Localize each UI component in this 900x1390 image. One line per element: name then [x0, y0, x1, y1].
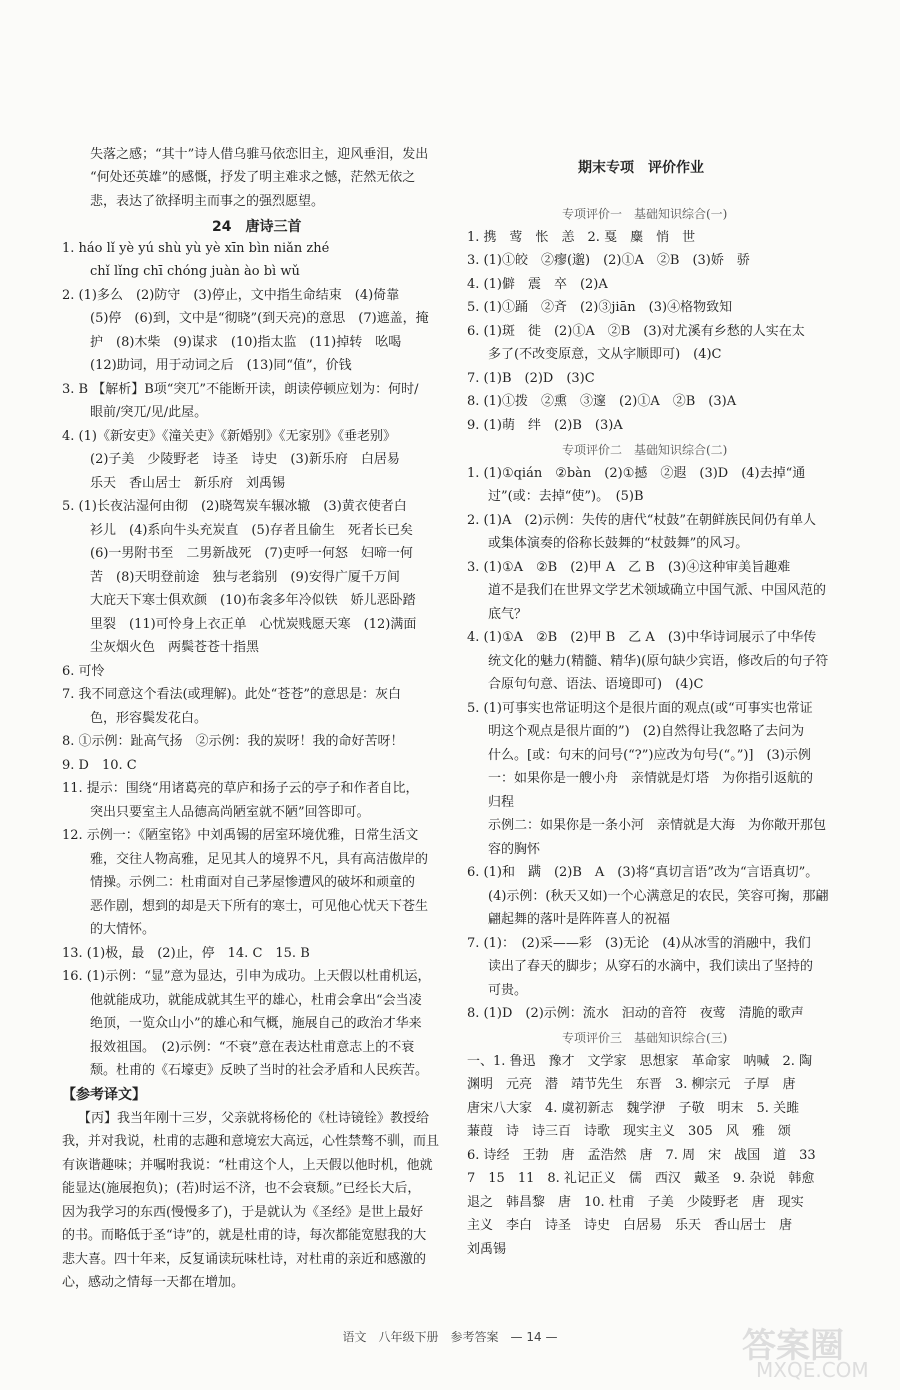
left-text-line: 的书。而略低于圣“诗”的，就是杜甫的诗，每次都能宽慰我的大	[62, 1228, 427, 1243]
right-text-line: 5. (1)①踊 ②斉 (2)③jiān (3)④格物致知	[467, 300, 733, 315]
right-text-line: 可贵。	[488, 983, 528, 998]
left-text-line: 护 (8)木柴 (9)谋求 (10)指太监 (11)掉转 吆喝	[90, 335, 402, 350]
left-text-line: 【参考译文】	[62, 1087, 146, 1103]
right-text-line: 蒹葭 诗 诗三百 诗歌 现实主义 305 风 雅 颂	[467, 1124, 791, 1139]
left-text-line: 绝顶，一览众山小”的雄心和气概，施展自己的政治才华来	[90, 1016, 422, 1031]
left-text-line: 色，形容鬓发花白。	[90, 711, 208, 726]
left-text-line: 苦 (8)天明登前途 独与老翁别 (9)安得广厦千万间	[90, 570, 400, 585]
right-text-line: 读出了春天的脚步；从穿石的水滴中，我们读出了坚持的	[488, 959, 814, 974]
right-text-line: 6. (1)和 蹒 (2)B A (3)将“真切言语”改为“言语真切”。	[467, 865, 819, 880]
left-text-line: 有诙谐趣味；并嘱咐我说：“杜甫这个人，上天假以他时机，他就	[62, 1158, 433, 1173]
watermark-domain: MXQE.COM	[756, 1358, 869, 1382]
left-text-line: 颓。杜甫的《石壕吏》反映了当时的社会矛盾和人民疾苦。	[90, 1063, 429, 1078]
right-text-line: 明这个观点是很片面的”) (2)自然得让我忽略了去问为	[488, 724, 805, 739]
left-text-line: (2)子美 少陵野老 诗圣 诗史 (3)新乐府 白居易	[90, 452, 400, 467]
right-text-line: 归程	[488, 795, 515, 810]
left-text-line: 12. 示例一：《陋室铭》中刘禹锡的居室环境优雅，日常生活文	[62, 828, 419, 843]
right-text-line: 道不是我们在世界文学艺术领域确立中国气派、中国风范的	[488, 583, 827, 598]
left-text-line: 11. 提示：围绕“用诸葛亮的草庐和扬子云的亭子和作者自比，	[62, 781, 419, 796]
right-text-line: 4. (1)①A ②B (2)甲 B 乙 A (3)中华诗词展示了中华传	[467, 630, 817, 645]
right-text-line: 多了(不改变原意，文从字顺即可) (4)C	[488, 347, 722, 362]
right-text-line: 合原句句意、语法、语境即可) (4)C	[488, 677, 704, 692]
left-text-line: 衫儿 (4)系向牛头充炭直 (5)存者且偷生 死者长已矣	[90, 523, 413, 538]
left-text-line: 6. 可怜	[62, 664, 105, 679]
right-text-line: 统文化的魅力(精髓、精华)(原句缺少宾语，修改后的句子符	[488, 654, 829, 669]
right-text-line: 什么。[或：句末的问号(“?”)应改为句号(“。”)] (3)示例	[488, 748, 811, 763]
left-text-line: 能显达(施展抱负)；(若)时运不济，也不会衰颓。”已经长大后，	[62, 1181, 421, 1196]
left-text-line: 24 唐诗三首	[212, 219, 302, 235]
right-text-line: 渊明 元亮 潜 靖节先生 东晋 3. 柳宗元 子厚 唐	[467, 1077, 796, 1092]
right-text-line: 5. (1)可事实也常证明这个是很片面的观点(或“可事实也常证	[467, 701, 813, 716]
left-text-line: 尘灰烟火色 两鬓苍苍十指黑	[90, 640, 260, 655]
left-text-line: 里裂 (11)可怜身上衣正单 心忧炭贱愿天寒 (12)满面	[90, 617, 417, 632]
right-text-line: 4. (1)僻 震 卒 (2)A	[467, 277, 608, 292]
left-text-line: 7. 我不同意这个看法(或理解)。此处“苍苍”的意思是：灰白	[62, 687, 401, 702]
right-text-line: 8. (1)D (2)示例：流水 汩动的音符 夜莺 清脆的歌声	[467, 1006, 804, 1021]
left-text-line: 13. (1)极，最 (2)止，停 14. C 15. B	[62, 946, 310, 961]
right-text-line: 唐宋八大家 4. 虞初新志 魏学洢 子敬 明末 5. 关雎	[467, 1101, 800, 1116]
right-text-line: 专项评价二 基础知识综合(二)	[562, 443, 728, 457]
left-text-line: 的大情怀。	[90, 922, 156, 937]
right-text-line: 专项评价三 基础知识综合(三)	[562, 1031, 728, 1045]
left-text-line: 9. D 10. C	[62, 758, 137, 773]
left-text-line: 雅，交往人物高雅，足见其人的境界不凡，具有高洁傲岸的	[90, 852, 429, 867]
left-text-line: chǐ lǐng chī chóng juàn ào bì wǔ	[90, 264, 300, 279]
left-text-line: 乐天 香山居士 新乐府 刘禹锡	[90, 476, 286, 491]
left-text-line: 5. (1)长夜沾湿何由彻 (2)晓驾炭车辗冰辙 (3)黄衣使者白	[62, 499, 407, 514]
right-text-line: 专项评价一 基础知识综合(一)	[562, 207, 728, 221]
right-text-line: 3. (1)①A ②B (2)甲 A 乙 B (3)④这种审美旨趣难	[467, 560, 791, 575]
right-text-line: 7 15 11 8. 礼记正义 儒 西汉 戴圣 9. 杂说 韩愈	[467, 1171, 815, 1186]
left-text-line: 情操。示例二：杜甫面对自己茅屋惨遭风的破坏和顽童的	[90, 875, 416, 890]
left-text-line: 2. (1)多么 (2)防守 (3)停止，文中指生命结束 (4)倚靠	[62, 288, 400, 303]
left-text-line: 悲，表达了欲择明主而事之的强烈愿望。	[90, 194, 325, 209]
right-text-line: 6. (1)斑 徙 (2)①A ②B (3)对尤溪有乡愁的人实在太	[467, 324, 805, 339]
left-text-line: 失落之感；“其十”诗人借乌骓马依恋旧主，迎风垂泪，发出	[90, 147, 429, 162]
left-text-line: (12)助词，用于动词之后 (13)同“值”，价钱	[90, 358, 352, 373]
left-text-line: “何处还英雄”的感慨，抒发了明主难求之憾，茫然无依之	[90, 170, 416, 185]
left-text-line: 【丙】我当年刚十三岁，父亲就将杨伦的《杜诗镜铨》教授给	[78, 1111, 430, 1126]
right-text-line: 7. (1)B (2)D (3)C	[467, 371, 595, 386]
right-text-line: 6. 诗经 王勃 唐 孟浩然 唐 7. 周 宋 战国 道 33	[467, 1148, 816, 1163]
left-text-line: 4. (1)《新安吏》《潼关吏》《新婚别》《无家别》《垂老别》	[62, 429, 396, 444]
left-text-line: 大庇天下寒士俱欢颜 (10)布衾多年冷似铁 娇儿恶卧踏	[90, 593, 416, 608]
left-text-line: 报效祖国。 (2)示例：“不衰”意在表达杜甫意志上的不衰	[90, 1040, 415, 1055]
left-text-line: 心，感动之情每一天都在增加。	[62, 1275, 245, 1290]
right-text-line: 示例二：如果你是一条小河 亲情就是大海 为你敞开那包	[488, 818, 827, 833]
right-text-line: 1. (1)①qián ②bàn (2)①撼 ②遐 (3)D (4)去掉“通	[467, 466, 806, 481]
left-text-line: 因为我学习的东西(慢慢多了)，于是就认为《圣经》是世上最好	[62, 1205, 424, 1220]
right-text-line: 3. (1)①皎 ②瘳(邈) (2)①A ②B (3)娇 骄	[467, 253, 750, 268]
right-text-line: 主义 李白 诗圣 诗史 白居易 乐天 香山居士 唐	[467, 1218, 793, 1233]
right-text-line: 翩起舞的落叶是阵阵喜人的祝福	[488, 912, 671, 927]
right-text-line: (4)示例：(秋天又如)一个心满意足的农民，笑容可掬，那翩	[488, 889, 829, 904]
left-text-line: 悲大喜。四十年来，反复诵读玩味杜诗，对杜甫的亲近和感激的	[62, 1252, 427, 1267]
right-text-line: 底气？	[488, 607, 528, 622]
right-text-line: 8. (1)①拨 ②熏 ③邃 (2)①A ②B (3)A	[467, 394, 737, 409]
right-text-line: 一：如果你是一艘小舟 亲情就是灯塔 为你指引返航的	[488, 771, 814, 786]
left-text-line: 我，并对我说，杜甫的志趣和意境宏大高远，心性禁骜不驯，而且	[62, 1134, 440, 1149]
watermark-logo	[736, 1318, 886, 1384]
watermark-title: 答案圈	[742, 1326, 844, 1366]
left-text-line: (5)停 (6)到，文中是“彻晓”(到天亮)的意思 (7)遮盖，掩	[90, 311, 429, 326]
left-text-line: 突出只要室主人品德高尚陋室就不陋”回答即可。	[90, 805, 370, 820]
right-text-line: 刘禹锡	[467, 1242, 507, 1257]
page-footer: 语文 八年级下册 参考答案 — 14 —	[342, 1330, 558, 1344]
left-text-line: (6)一男附书至 二男新战死 (7)吏呼一何怒 妇啼一何	[90, 546, 413, 561]
right-text-line: 退之 韩昌黎 唐 10. 杜甫 子美 少陵野老 唐 现实	[467, 1195, 804, 1210]
right-text-line: 2. (1)A (2)示例：失传的唐代“杖鼓”在朝鲜族民间仍有单人	[467, 513, 817, 528]
left-text-line: 8. ①示例：趾高气扬 ②示例：我的炭呀！我的命好苦呀！	[62, 734, 404, 749]
left-text-line: 他就能成功，就能成就其生平的雄心，杜甫会拿出“会当凌	[90, 993, 422, 1008]
right-text-line: 或集体演奏的俗称长鼓舞的“杖鼓舞”的风习。	[488, 536, 749, 551]
right-text-line: 9. (1)萌 绊 (2)B (3)A	[467, 418, 623, 433]
right-text-line: 7. (1)： (2)采——彩 (3)无论 (4)从冰雪的消融中，我们	[467, 936, 811, 951]
left-text-line: 16. (1)示例：“显”意为显达，引申为成功。上天假以杜甫机运，	[62, 969, 431, 984]
left-text-line: 眼前/突兀/见/此屋。	[90, 405, 208, 420]
left-text-line: 恶作剧，想到的却是天下所有的寒士，可见他心忧天下苍生	[90, 899, 429, 914]
right-text-line: 过”(或：去掉“使”)。 (5)B	[488, 489, 644, 504]
right-text-line: 容的胸怀	[488, 842, 541, 857]
right-text-line: 一、1. 鲁迅 豫才 文学家 思想家 革命家 呐喊 2. 陶	[467, 1054, 813, 1069]
left-text-line: 1. háo lǐ yè yú shù yù yè xīn bìn niǎn zhé	[62, 241, 330, 256]
left-text-line: 3. B 【解析】B项“突兀”不能断开读，朗读停顿应划为：何时/	[62, 382, 419, 397]
right-text-line: 1. 携 莺 怅 恙 2. 戛 麋 悄 世	[467, 230, 696, 245]
right-text-line: 期末专项 评价作业	[578, 160, 704, 176]
